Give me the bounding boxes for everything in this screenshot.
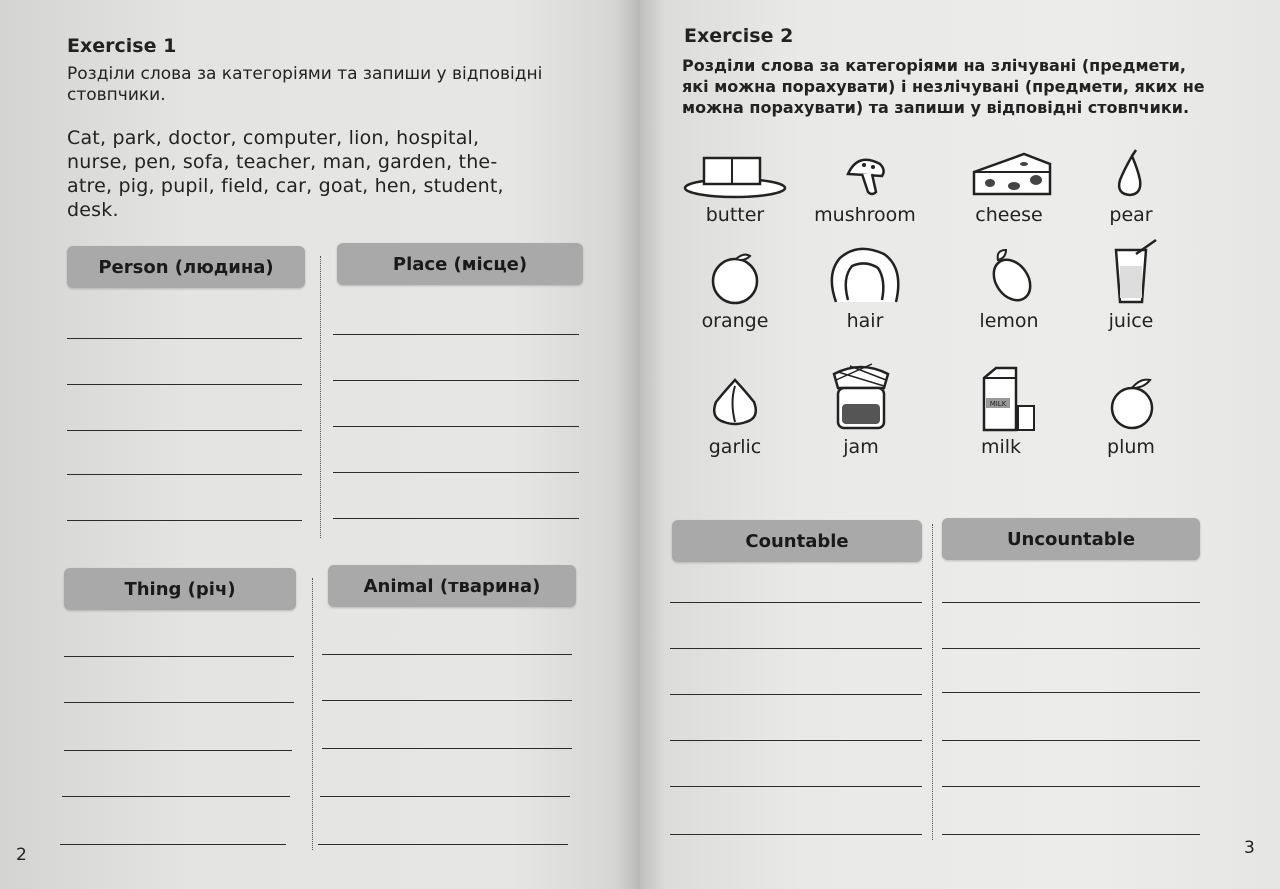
picture-label: pear <box>1109 204 1153 226</box>
word-list-line-3: atre, pig, pupil, field, car, goat, hen, student, <box>67 175 504 197</box>
column-divider <box>320 256 321 538</box>
picture-label: hair <box>846 310 884 332</box>
milk-icon <box>946 362 1056 432</box>
exercise-2-instruction-line-2: які можна порахувати) і незлічувані (предмети, яких не <box>682 77 1205 96</box>
person-answer-line[interactable] <box>67 338 302 339</box>
picture-label: cheese <box>975 204 1043 226</box>
exercise-2-instruction-line-3: можна порахувати) та запиши у відповідні стовпчики. <box>682 98 1190 117</box>
category-place-label: Place (місце) <box>337 243 583 285</box>
picture-hair <box>790 244 940 332</box>
countable-answer-line[interactable] <box>670 834 922 835</box>
animal-answer-line[interactable] <box>322 700 572 701</box>
picture-label: milk <box>980 436 1022 458</box>
picture-butter <box>660 150 810 226</box>
exercise-2-title: Exercise 2 <box>684 25 794 47</box>
lemon-icon <box>954 244 1064 306</box>
cheese-icon <box>954 150 1064 200</box>
place-answer-line[interactable] <box>333 518 579 519</box>
butter-icon <box>680 150 790 200</box>
place-answer-line[interactable] <box>333 380 579 381</box>
milk-carton-text: MILK <box>989 400 1007 408</box>
place-answer-line[interactable] <box>333 334 579 335</box>
page-number-left: 2 <box>16 845 27 865</box>
picture-label: mushroom <box>814 204 916 226</box>
thing-answer-line[interactable] <box>64 750 292 751</box>
category-uncountable-label: Uncountable <box>942 518 1200 560</box>
picture-label: jam <box>843 436 879 458</box>
uncountable-answer-line[interactable] <box>942 602 1200 603</box>
page-number-right: 3 <box>1244 838 1255 858</box>
countable-answer-line[interactable] <box>670 648 922 649</box>
picture-milk <box>926 362 1076 458</box>
exercise-1-instruction: Розділи слова за категоріями та запиши у відповідні стовпчики. <box>67 64 543 105</box>
picture-label: lemon <box>979 310 1039 332</box>
pear-icon <box>1076 148 1186 200</box>
exercise-2-instruction-line-1: Розділи слова за категоріями на злічувані (предмети, <box>682 56 1186 75</box>
person-answer-line[interactable] <box>67 384 302 385</box>
category-thing-label: Thing (річ) <box>64 568 296 610</box>
juice-icon <box>1076 238 1186 306</box>
hair-icon <box>810 244 920 306</box>
plum-icon <box>1076 374 1186 432</box>
orange-icon <box>680 248 790 306</box>
picture-pear <box>1056 148 1206 226</box>
animal-answer-line[interactable] <box>322 748 572 749</box>
word-list-line-4: desk. <box>67 199 119 221</box>
thing-answer-line[interactable] <box>62 796 290 797</box>
animal-answer-line[interactable] <box>322 654 572 655</box>
uncountable-answer-line[interactable] <box>942 834 1200 835</box>
picture-label: butter <box>705 204 765 226</box>
place-answer-line[interactable] <box>333 426 579 427</box>
category-animal-label: Animal (тварина) <box>328 565 576 607</box>
uncountable-answer-line[interactable] <box>942 692 1200 693</box>
category-person-label: Person (людина) <box>67 246 305 288</box>
person-answer-line[interactable] <box>67 474 302 475</box>
picture-label: orange <box>701 310 769 332</box>
mushroom-icon <box>810 150 920 200</box>
picture-label: juice <box>1108 310 1154 332</box>
thing-answer-line[interactable] <box>64 656 294 657</box>
animal-answer-line[interactable] <box>318 844 568 845</box>
garlic-icon <box>680 372 790 432</box>
right-page <box>640 0 1280 889</box>
picture-orange <box>660 248 810 332</box>
countable-answer-line[interactable] <box>670 602 922 603</box>
uncountable-answer-line[interactable] <box>942 740 1200 741</box>
column-divider <box>312 578 313 850</box>
person-answer-line[interactable] <box>67 520 302 521</box>
picture-label: garlic <box>708 436 762 458</box>
exercise-1-title: Exercise 1 <box>67 35 177 57</box>
uncountable-answer-line[interactable] <box>942 648 1200 649</box>
thing-answer-line[interactable] <box>64 702 294 703</box>
picture-label: plum <box>1107 436 1155 458</box>
animal-answer-line[interactable] <box>320 796 570 797</box>
picture-jam <box>786 358 936 458</box>
countable-answer-line[interactable] <box>670 694 922 695</box>
word-list-line-1: Cat, park, doctor, computer, lion, hospital, <box>67 127 480 149</box>
word-list-line-2: nurse, pen, sofa, teacher, man, garden, the- <box>67 151 498 173</box>
column-divider <box>932 524 933 840</box>
jam-icon <box>806 358 916 432</box>
picture-mushroom <box>790 150 940 226</box>
place-answer-line[interactable] <box>333 472 579 473</box>
picture-juice <box>1056 238 1206 332</box>
picture-plum <box>1056 374 1206 458</box>
uncountable-answer-line[interactable] <box>942 786 1200 787</box>
countable-answer-line[interactable] <box>670 740 922 741</box>
countable-answer-line[interactable] <box>670 786 922 787</box>
thing-answer-line[interactable] <box>60 844 286 845</box>
category-countable-label: Countable <box>672 520 922 562</box>
person-answer-line[interactable] <box>67 430 302 431</box>
